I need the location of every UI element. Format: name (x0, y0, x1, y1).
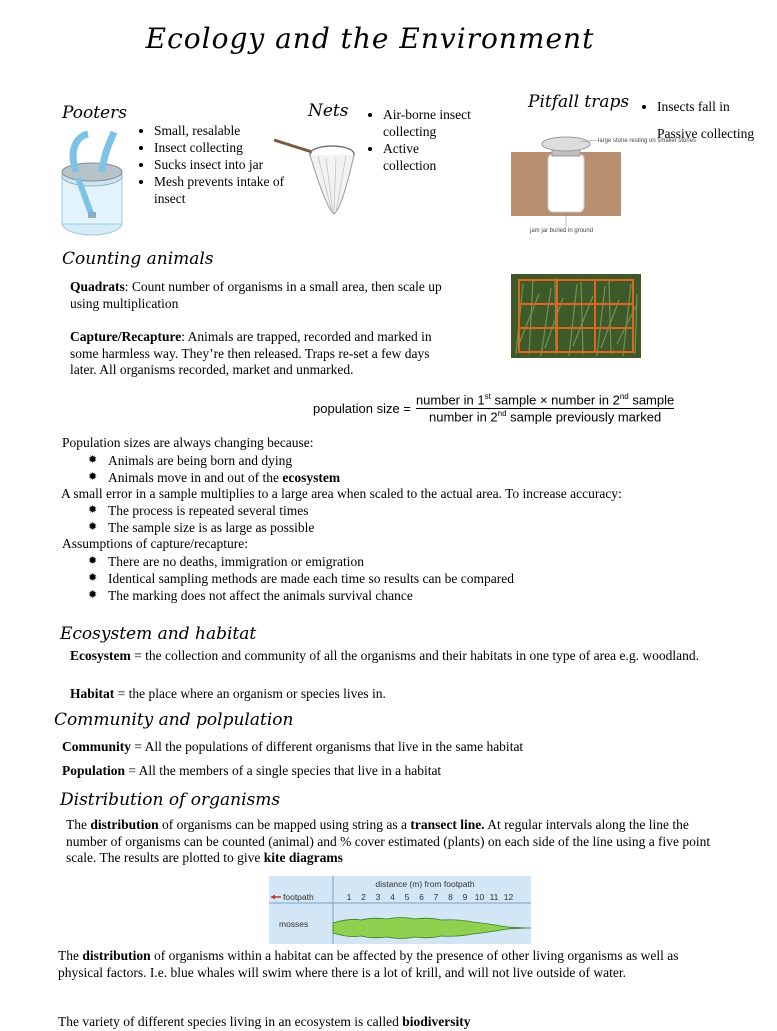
formula-lhs: population size = (313, 400, 411, 416)
list-item: ✹ Animals move in and out of the ecosystem (62, 469, 762, 486)
kite-tick-label: 3 (375, 892, 381, 902)
list-item: • Insects fall in (657, 98, 777, 116)
net-image (270, 128, 360, 220)
community-definition: Community = All the populations of different organisms that live in the same habitat (62, 739, 524, 754)
ecosystem-heading: Ecosystem and habitat (60, 624, 257, 644)
stone-label: large stone resting on smaller stones (598, 138, 697, 144)
list-item: • Small, resalable (154, 122, 294, 139)
kite-diagram (269, 876, 531, 944)
list-item: Passive collecting (657, 126, 755, 141)
kite-header: distance (m) from footpath (375, 879, 475, 889)
kite-tick-label: 7 (433, 892, 439, 902)
pooters-heading: Pooters (62, 103, 127, 123)
pitfall-heading: Pitfall traps (528, 92, 630, 112)
community-heading: Community and polpulation (54, 710, 294, 730)
kite-tick-label: 12 (503, 892, 514, 902)
distribution-factors-paragraph: The distribution of organisms within a habitat can be affected by the presence of other living organisms as well as physical factors. I.e. blue whales will swim where there is a lot of krill, and will not live outside of water. (58, 948, 679, 980)
formula-denominator: number in 2nd sample previously marked (429, 409, 662, 425)
list-item: • Active collection (383, 140, 473, 174)
kite-tick-label: 6 (419, 892, 424, 902)
pitfall-list (637, 98, 777, 143)
population-intro: Population sizes are always changing because: (62, 435, 314, 450)
list-item: ✹ Identical sampling methods are made each time so results can be compared (62, 570, 762, 587)
kite-tick-label: 1 (346, 892, 352, 902)
kite-row-label: mosses (279, 919, 309, 929)
jar-label: jam jar buried in ground (530, 228, 594, 234)
list-item: • Insect collecting (154, 139, 294, 156)
distribution-paragraph: The distribution of organisms can be mapped using string as a transect line. At regular intervals along the line the number of organisms can be counted (animal) and % cover estimated (plants) on each side of the line using a five point scale. The results are plotted to give kite diagrams (66, 817, 711, 865)
nets-heading: Nets (308, 101, 349, 121)
error-text: A small error in a sample multiplies to a large area when scaled to the actual area. To increase accuracy: (61, 485, 622, 501)
kite-tick-label: 2 (361, 892, 366, 902)
kite-tick-label: 4 (390, 892, 395, 902)
habitat-definition: Habitat = the place where an organism or species lives in. (70, 686, 386, 701)
list-item: • Mesh prevents intake of insect (154, 173, 294, 207)
counting-heading: Counting animals (62, 249, 214, 269)
assumptions-intro: Assumptions of capture/recapture: (62, 536, 248, 551)
kite-tick-label: 10 (474, 892, 485, 902)
pooter-image (58, 128, 128, 240)
page-title: Ecology and the Environment (145, 22, 595, 55)
list-item: ✹ Animals are being born and dying (62, 452, 762, 469)
population-definition: Population = All the members of a single species that live in a habitat (62, 763, 442, 778)
kite-footpath-label: footpath (283, 892, 314, 902)
nets-list (363, 106, 473, 174)
kite-tick-label: 8 (448, 892, 453, 902)
biodiversity-paragraph: The variety of different species living in an ecosystem is called biodiversity (58, 1014, 471, 1029)
list-item: ✹ The sample size is as large as possible (62, 519, 762, 536)
pitfall-trap-image (508, 130, 697, 236)
quadrats-text: Quadrats: Count number of organisms in a small area, then scale up using multiplication (70, 279, 442, 311)
assumptions-list (62, 553, 762, 604)
list-item: ✹ The marking does not affect the animals survival chance (62, 587, 762, 604)
accuracy-list (62, 502, 762, 536)
list-item: ✹ There are no deaths, immigration or emigration (62, 553, 762, 570)
kite-tick-label: 11 (489, 892, 499, 902)
list-item: ✹ The process is repeated several times (62, 502, 762, 519)
capture-recapture-text: Capture/Recapture: Animals are trapped, recorded and marked in some harmless way. They’re then released. Traps re-set a few days later. All organisms recorded, market and unmarked. (70, 329, 432, 377)
formula-numerator: number in 1st sample × number in 2nd sample (415, 392, 675, 408)
quadrat-image (511, 274, 641, 358)
kite-tick-label: 5 (404, 892, 410, 902)
list-item: • Sucks insect into jar (154, 156, 294, 173)
ecosystem-definition: Ecosystem = the collection and community of all the organisms and their habitats in one type of area e.g. woodland. (70, 648, 699, 663)
kite-tick-label: 9 (462, 892, 468, 902)
population-size-formula (313, 392, 674, 425)
list-item: • Air-borne insect collecting (383, 106, 473, 140)
reasons-list (62, 452, 762, 486)
population-notes (62, 435, 762, 604)
distribution-heading: Distribution of organisms (60, 790, 281, 810)
